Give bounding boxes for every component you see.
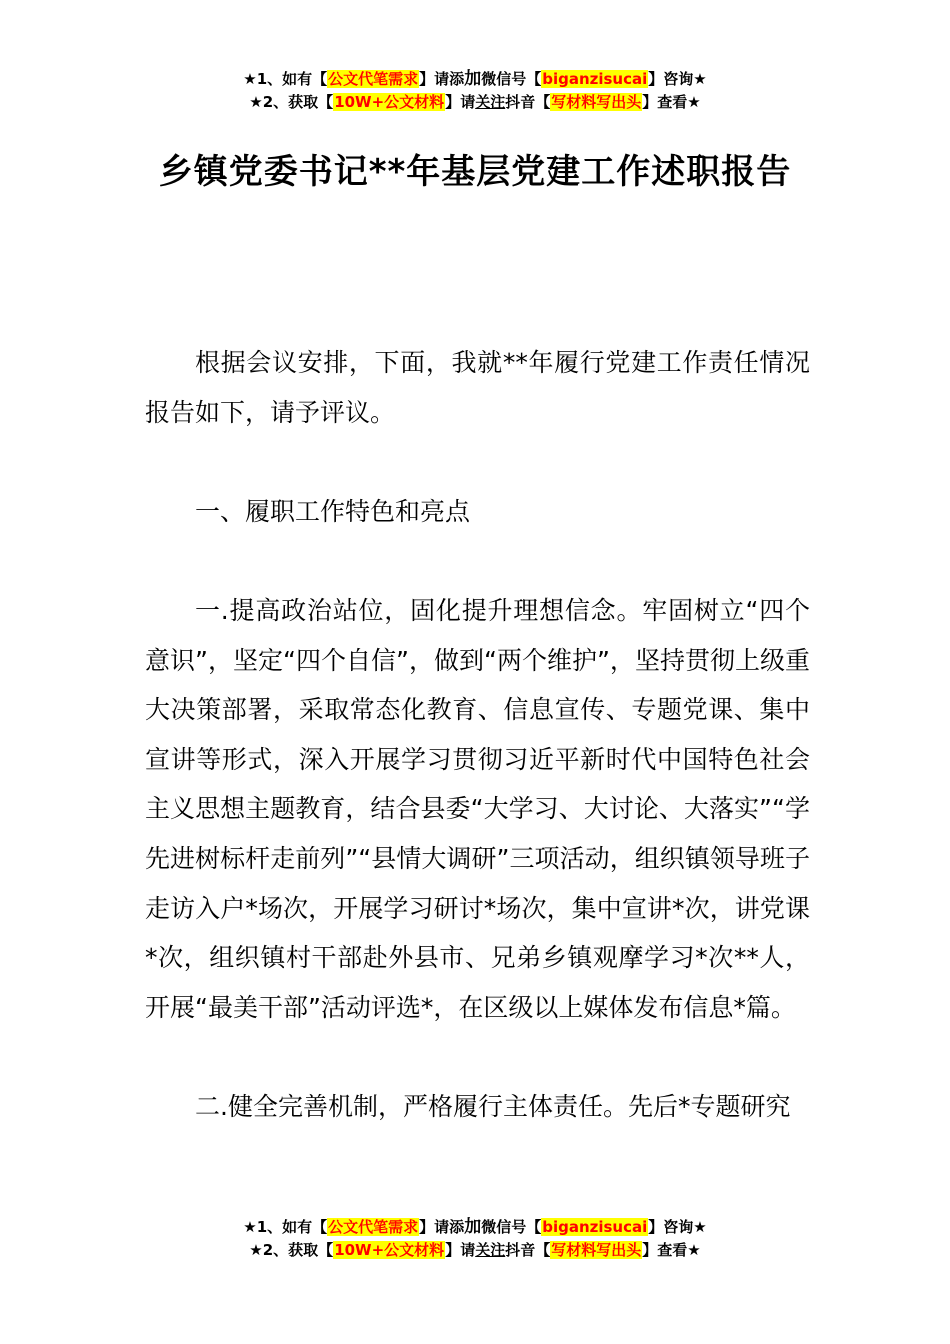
promo-line-2-prefix: ★2、获取【 [249, 93, 334, 111]
promo-line-2-emphasis: 关注 [475, 93, 506, 111]
promo-footer-line-1-prefix: ★1、如有【 [243, 1218, 328, 1236]
promo-footer-line-2-mid: 】请 [445, 1241, 476, 1259]
promo-line-2-mid2: 抖音【 [505, 93, 551, 111]
promo-header [0, 68, 950, 114]
promo-line-1-mid2: 微信号【 [481, 70, 542, 88]
promo-line-1-prefix: ★1、如有【 [243, 70, 328, 88]
paragraph-intro: 根据会议安排，下面，我就**年履行党建工作责任情况报告如下，请予评议。 [145, 348, 810, 427]
document-body [145, 338, 810, 1132]
promo-line-1-emphasis: 加 [464, 69, 482, 89]
promo-footer-line-1-mid2: 微信号【 [481, 1218, 542, 1236]
paragraph-item-2: 二.健全完善机制，严格履行主体责任。先后*专题研究 [195, 1091, 791, 1121]
paragraph-item-1: 一.提高政治站位，固化提升理想信念。牢固树立“四个意识”，坚定“四个自信”，做到“两个维护”，坚持贯彻上级重大决策部署，采取常态化教育、信息宣传、专题党课、集中宣讲等形式，深入开展学习贯彻习近平新时代中国特色社会主义思想主题教育，结合县委“大学习、大讨论、大落实”“学先进树标杆走前列”“县情大调研”三项活动，组织镇领导班子走访入户*场次，开展学习研讨*场次，集中宣讲*次，讲党课*次，组织镇村干部赴外县市、兄弟乡镇观摩学习*次**人，开展“最美干部”活动评选*，在区级以上媒体发布信息*篇。 [145, 595, 810, 1022]
promo-footer-line-1-mid: 】请添 [419, 1218, 465, 1236]
promo-highlight-douyin: 写材料写出头 [551, 93, 642, 111]
promo-footer-line-1 [0, 1216, 950, 1239]
promo-footer-line-2-suffix: 】查看★ [642, 1241, 701, 1259]
promo-line-1-mid: 】请添 [419, 70, 465, 88]
promo-line-2-mid: 】请 [445, 93, 476, 111]
promo-footer-highlight-douyin: 写材料写出头 [551, 1241, 642, 1259]
promo-footer-line-2-mid2: 抖音【 [505, 1241, 551, 1259]
section-heading-1: 一、履职工作特色和亮点 [195, 496, 471, 526]
promo-line-2-suffix: 】查看★ [642, 93, 701, 111]
promo-line-1-suffix: 】咨询★ [648, 70, 707, 88]
promo-line-2 [0, 91, 950, 114]
promo-footer-line-1-emphasis: 加 [464, 1217, 482, 1237]
promo-highlight-wechat-id: biganzisucai [542, 70, 648, 88]
promo-highlight-ghostwriting: 公文代笔需求 [328, 70, 419, 88]
promo-footer-highlight-materials: 10W+公文材料 [334, 1241, 445, 1259]
promo-footer-line-2 [0, 1239, 950, 1262]
promo-footer-line-1-suffix: 】咨询★ [648, 1218, 707, 1236]
promo-line-1 [0, 68, 950, 91]
promo-footer-highlight-wechat-id: biganzisucai [542, 1218, 648, 1236]
promo-footer-highlight-ghostwriting: 公文代笔需求 [328, 1218, 419, 1236]
promo-footer [0, 1216, 950, 1262]
promo-highlight-materials: 10W+公文材料 [334, 93, 445, 111]
document-title: 乡镇党委书记**年基层党建工作述职报告 [158, 152, 792, 192]
promo-footer-line-2-emphasis: 关注 [475, 1241, 506, 1259]
promo-footer-line-2-prefix: ★2、获取【 [249, 1241, 334, 1259]
